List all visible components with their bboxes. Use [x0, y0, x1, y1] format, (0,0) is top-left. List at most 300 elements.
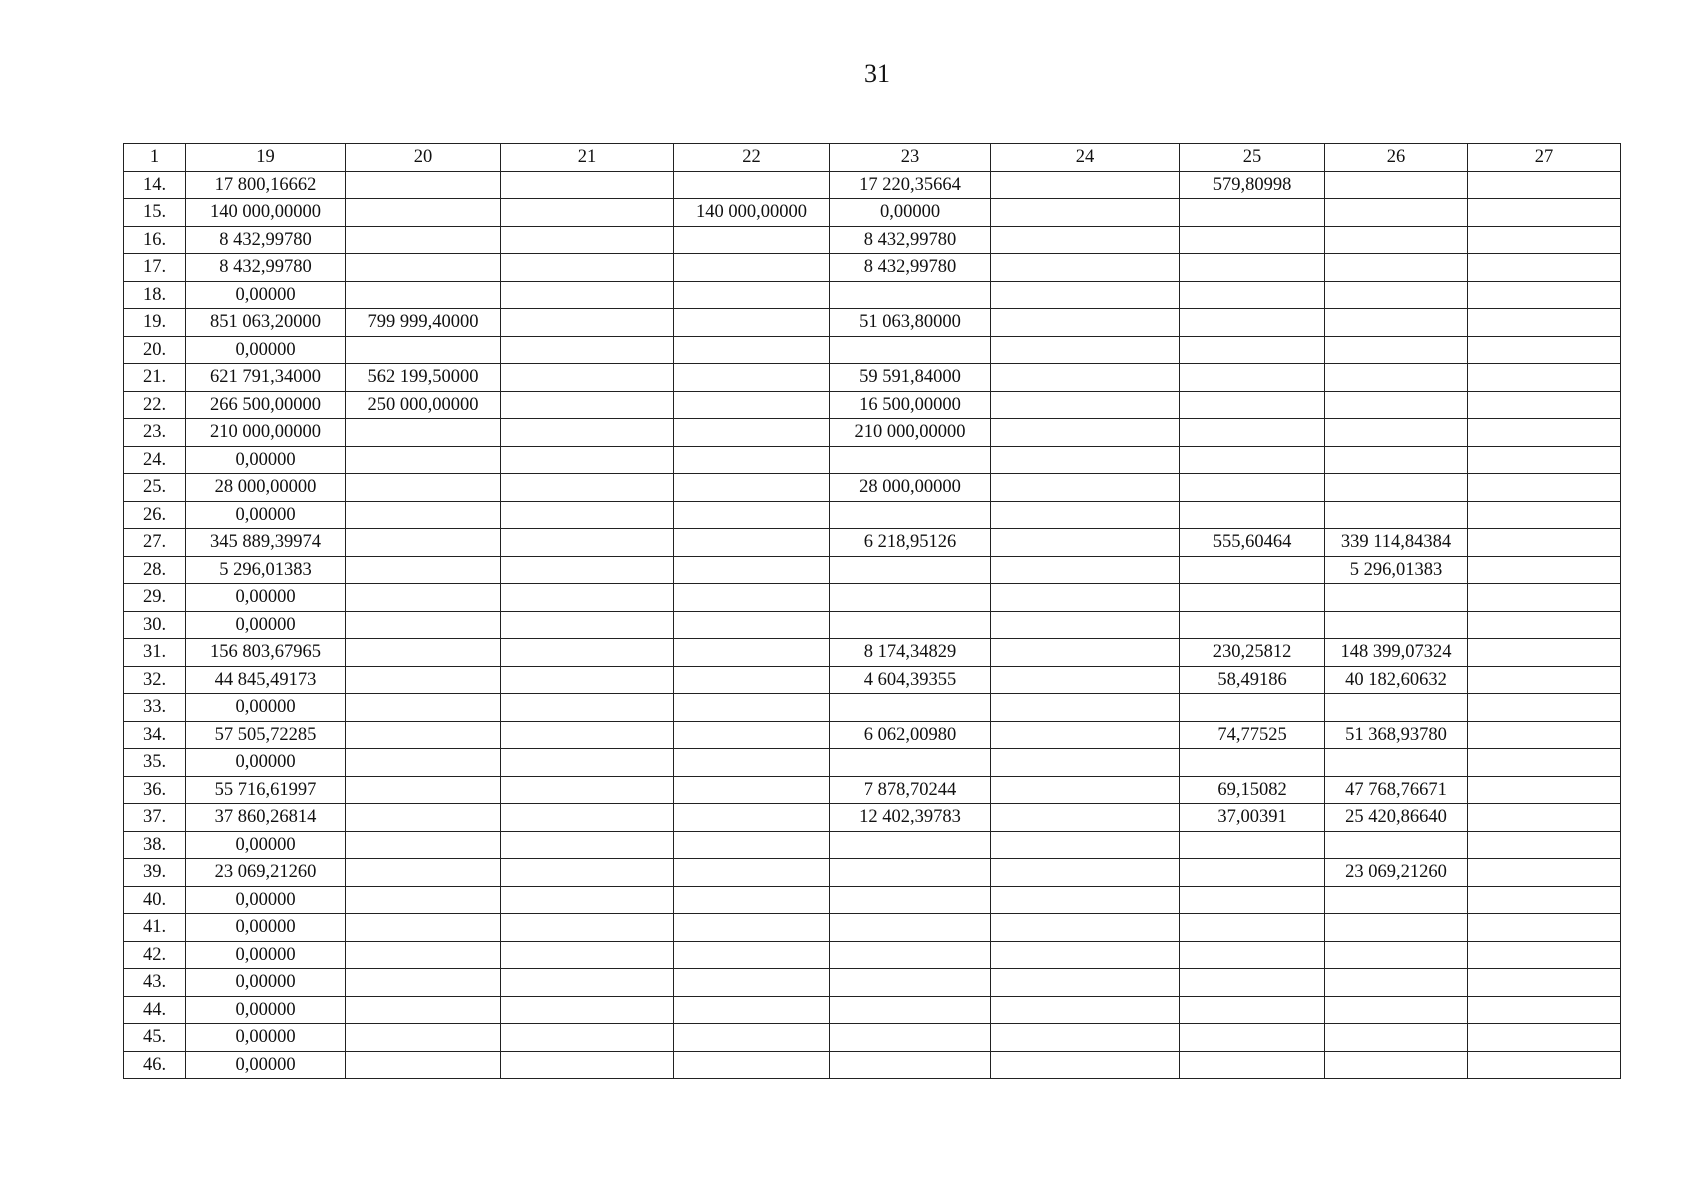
table-cell: 16 500,00000: [830, 391, 991, 419]
table-cell: 0,00000: [186, 694, 346, 722]
table-cell: [1468, 859, 1621, 887]
table-cell: 266 500,00000: [186, 391, 346, 419]
table-row: [124, 226, 1621, 254]
row-number-cell: 36.: [124, 776, 186, 804]
table-cell: [1468, 914, 1621, 942]
table-cell: 562 199,50000: [346, 364, 501, 392]
table-cell: [991, 611, 1180, 639]
table-cell: [991, 831, 1180, 859]
table-cell: [1325, 226, 1468, 254]
table-cell: [1180, 694, 1325, 722]
row-number-cell: 27.: [124, 529, 186, 557]
table-cell: [830, 914, 991, 942]
table-cell: [346, 831, 501, 859]
table-cell: [346, 199, 501, 227]
row-number-cell: 35.: [124, 749, 186, 777]
table-row: [124, 281, 1621, 309]
table-cell: [501, 776, 674, 804]
table-cell: [1468, 199, 1621, 227]
row-number-cell: 43.: [124, 969, 186, 997]
table-cell: [1180, 226, 1325, 254]
table-cell: [346, 859, 501, 887]
table-cell: [674, 969, 830, 997]
table-cell: [830, 446, 991, 474]
table-row: [124, 749, 1621, 777]
table-cell: [501, 831, 674, 859]
table-cell: [1468, 281, 1621, 309]
table-cell: [1468, 364, 1621, 392]
table-cell: [991, 1051, 1180, 1079]
table-row: [124, 501, 1621, 529]
table-cell: [991, 501, 1180, 529]
table-cell: [501, 996, 674, 1024]
table-cell: [991, 721, 1180, 749]
table-cell: [1325, 474, 1468, 502]
table-cell: 0,00000: [186, 281, 346, 309]
table-cell: 210 000,00000: [830, 419, 991, 447]
table-cell: [1468, 1051, 1621, 1079]
table-cell: [674, 859, 830, 887]
row-number-cell: 30.: [124, 611, 186, 639]
table-cell: [674, 831, 830, 859]
table-body: [124, 171, 1621, 1079]
table-cell: [1180, 969, 1325, 997]
table-cell: [1180, 254, 1325, 282]
table-cell: 44 845,49173: [186, 666, 346, 694]
table-cell: [346, 941, 501, 969]
table-row: [124, 446, 1621, 474]
table-cell: [501, 529, 674, 557]
table-cell: [1468, 694, 1621, 722]
table-cell: [991, 969, 1180, 997]
table-cell: [1468, 639, 1621, 667]
row-number-cell: 37.: [124, 804, 186, 832]
table-row: [124, 1051, 1621, 1079]
table-row: [124, 639, 1621, 667]
table-cell: [501, 281, 674, 309]
table-cell: 345 889,39974: [186, 529, 346, 557]
table-cell: 0,00000: [186, 996, 346, 1024]
table-cell: 0,00000: [830, 199, 991, 227]
table-cell: [674, 281, 830, 309]
row-number-cell: 34.: [124, 721, 186, 749]
row-number-cell: 21.: [124, 364, 186, 392]
table-cell: [346, 474, 501, 502]
table-cell: [1180, 474, 1325, 502]
table-cell: [991, 914, 1180, 942]
table-cell: [991, 804, 1180, 832]
table-cell: 148 399,07324: [1325, 639, 1468, 667]
table-cell: 7 878,70244: [830, 776, 991, 804]
table-row: [124, 914, 1621, 942]
table-row: [124, 996, 1621, 1024]
table-cell: [346, 969, 501, 997]
table-cell: [501, 1024, 674, 1052]
table-cell: [830, 694, 991, 722]
table-cell: [346, 1024, 501, 1052]
table-cell: [501, 749, 674, 777]
table-cell: [501, 639, 674, 667]
table-cell: 140 000,00000: [186, 199, 346, 227]
table-cell: [991, 529, 1180, 557]
table-cell: [674, 391, 830, 419]
table-cell: 8 432,99780: [830, 254, 991, 282]
table-cell: [1468, 831, 1621, 859]
table-cell: [991, 171, 1180, 199]
table-cell: [1180, 446, 1325, 474]
row-number-cell: 42.: [124, 941, 186, 969]
table-cell: [501, 336, 674, 364]
table-cell: [1468, 446, 1621, 474]
table-cell: [346, 639, 501, 667]
table-cell: [1325, 364, 1468, 392]
table-cell: 621 791,34000: [186, 364, 346, 392]
table-cell: [1468, 336, 1621, 364]
table-cell: 250 000,00000: [346, 391, 501, 419]
table-cell: [674, 1024, 830, 1052]
table-cell: [346, 281, 501, 309]
table-row: [124, 666, 1621, 694]
table-cell: [674, 171, 830, 199]
table-cell: [674, 529, 830, 557]
table-cell: 8 432,99780: [830, 226, 991, 254]
row-number-cell: 45.: [124, 1024, 186, 1052]
table-cell: [1325, 419, 1468, 447]
table-row: [124, 776, 1621, 804]
table-cell: [830, 831, 991, 859]
table-cell: [1180, 199, 1325, 227]
row-number-cell: 19.: [124, 309, 186, 337]
data-table: [123, 143, 1621, 1079]
table-cell: [830, 859, 991, 887]
table-cell: [830, 501, 991, 529]
row-number-cell: 32.: [124, 666, 186, 694]
table-cell: [501, 859, 674, 887]
table-row: [124, 886, 1621, 914]
table-cell: [991, 1024, 1180, 1052]
table-cell: [674, 584, 830, 612]
row-number-cell: 16.: [124, 226, 186, 254]
table-cell: 555,60464: [1180, 529, 1325, 557]
table-cell: [346, 996, 501, 1024]
table-cell: 0,00000: [186, 611, 346, 639]
table-cell: [1180, 1024, 1325, 1052]
table-cell: [830, 584, 991, 612]
table-cell: [674, 254, 830, 282]
table-cell: [501, 556, 674, 584]
table-cell: 799 999,40000: [346, 309, 501, 337]
table-cell: [1180, 391, 1325, 419]
table-cell: 579,80998: [1180, 171, 1325, 199]
table-cell: 0,00000: [186, 941, 346, 969]
table-cell: [1468, 556, 1621, 584]
table-cell: [1325, 996, 1468, 1024]
table-cell: [1468, 391, 1621, 419]
table-cell: 210 000,00000: [186, 419, 346, 447]
table-cell: [1468, 721, 1621, 749]
row-number-cell: 38.: [124, 831, 186, 859]
table-cell: [991, 694, 1180, 722]
table-cell: [501, 584, 674, 612]
table-cell: 0,00000: [186, 969, 346, 997]
table-cell: [1468, 309, 1621, 337]
table-cell: [501, 611, 674, 639]
table-cell: 25 420,86640: [1325, 804, 1468, 832]
table-cell: [674, 1051, 830, 1079]
table-cell: [991, 749, 1180, 777]
table-cell: 23 069,21260: [1325, 859, 1468, 887]
row-number-cell: 44.: [124, 996, 186, 1024]
table-cell: [501, 694, 674, 722]
table-cell: [1180, 281, 1325, 309]
table-cell: 51 368,93780: [1325, 721, 1468, 749]
table-cell: 47 768,76671: [1325, 776, 1468, 804]
table-cell: [346, 501, 501, 529]
table-cell: [1468, 529, 1621, 557]
table-cell: [501, 309, 674, 337]
table-cell: [501, 446, 674, 474]
table-cell: [674, 721, 830, 749]
table-cell: [1180, 611, 1325, 639]
row-number-cell: 15.: [124, 199, 186, 227]
table-cell: [1468, 666, 1621, 694]
table-cell: [1468, 996, 1621, 1024]
table-cell: [674, 804, 830, 832]
table-row: [124, 529, 1621, 557]
table-cell: [1325, 501, 1468, 529]
table-cell: [501, 199, 674, 227]
header-row: [124, 144, 1621, 172]
table-cell: [1468, 941, 1621, 969]
table-cell: [501, 941, 674, 969]
table-cell: [1468, 1024, 1621, 1052]
row-number-cell: 14.: [124, 171, 186, 199]
table-cell: [1325, 914, 1468, 942]
table-cell: [1468, 171, 1621, 199]
row-number-cell: 28.: [124, 556, 186, 584]
table-cell: 58,49186: [1180, 666, 1325, 694]
table-cell: [830, 611, 991, 639]
table-cell: 0,00000: [186, 749, 346, 777]
table-cell: [346, 611, 501, 639]
table-cell: 6 062,00980: [830, 721, 991, 749]
table-cell: [1180, 859, 1325, 887]
table-row: [124, 611, 1621, 639]
table-row: [124, 721, 1621, 749]
table-cell: [1180, 364, 1325, 392]
table-row: [124, 859, 1621, 887]
table-cell: [991, 941, 1180, 969]
row-number-cell: 18.: [124, 281, 186, 309]
row-number-cell: 22.: [124, 391, 186, 419]
row-number-cell: 26.: [124, 501, 186, 529]
table-cell: [674, 474, 830, 502]
table-row: [124, 1024, 1621, 1052]
table-cell: 57 505,72285: [186, 721, 346, 749]
table-cell: [1468, 611, 1621, 639]
table-cell: 4 604,39355: [830, 666, 991, 694]
table-cell: 5 296,01383: [1325, 556, 1468, 584]
table-row: [124, 364, 1621, 392]
table-cell: [991, 391, 1180, 419]
table-cell: [501, 226, 674, 254]
table-cell: [991, 859, 1180, 887]
table-cell: [1468, 804, 1621, 832]
table-cell: [346, 336, 501, 364]
table-cell: [1468, 776, 1621, 804]
table-cell: [346, 694, 501, 722]
table-cell: [501, 886, 674, 914]
table-cell: 6 218,95126: [830, 529, 991, 557]
table-cell: [674, 639, 830, 667]
table-cell: [991, 556, 1180, 584]
table-cell: 17 800,16662: [186, 171, 346, 199]
row-number-cell: 24.: [124, 446, 186, 474]
table-cell: [1325, 309, 1468, 337]
table-cell: [346, 556, 501, 584]
table-cell: [1325, 446, 1468, 474]
table-cell: [991, 281, 1180, 309]
page-number: 31: [864, 59, 890, 88]
table-row: [124, 804, 1621, 832]
table-row: [124, 171, 1621, 199]
table-cell: [346, 914, 501, 942]
table-cell: [991, 364, 1180, 392]
column-header: 24: [991, 144, 1180, 172]
table-cell: [830, 969, 991, 997]
table-cell: [501, 1051, 674, 1079]
table-cell: [830, 556, 991, 584]
table-cell: [501, 419, 674, 447]
table-cell: [1325, 391, 1468, 419]
table-cell: [830, 941, 991, 969]
column-header: 22: [674, 144, 830, 172]
table-cell: [501, 474, 674, 502]
table-cell: [1468, 886, 1621, 914]
table-cell: 5 296,01383: [186, 556, 346, 584]
table-cell: [674, 419, 830, 447]
table-cell: [674, 364, 830, 392]
column-header: 1: [124, 144, 186, 172]
table-row: [124, 199, 1621, 227]
table-cell: [346, 749, 501, 777]
table-cell: [1325, 584, 1468, 612]
table-cell: 156 803,67965: [186, 639, 346, 667]
table-cell: [991, 254, 1180, 282]
table-cell: [1180, 556, 1325, 584]
table-cell: [830, 886, 991, 914]
table-cell: [1180, 419, 1325, 447]
column-header: 26: [1325, 144, 1468, 172]
table-cell: [674, 941, 830, 969]
table-cell: [1468, 474, 1621, 502]
table-cell: [346, 446, 501, 474]
table-cell: [1180, 309, 1325, 337]
table-cell: 12 402,39783: [830, 804, 991, 832]
table-cell: [1325, 969, 1468, 997]
table-cell: [1325, 254, 1468, 282]
table-cell: [830, 749, 991, 777]
table-cell: [830, 1051, 991, 1079]
table-cell: 17 220,35664: [830, 171, 991, 199]
table-cell: [346, 886, 501, 914]
table-row: [124, 694, 1621, 722]
table-cell: [501, 254, 674, 282]
table-cell: [1325, 941, 1468, 969]
table-cell: [674, 996, 830, 1024]
column-header: 21: [501, 144, 674, 172]
table-cell: [1468, 226, 1621, 254]
row-number-cell: 31.: [124, 639, 186, 667]
table-cell: [991, 776, 1180, 804]
table-cell: [346, 804, 501, 832]
table-cell: [674, 886, 830, 914]
row-number-cell: 23.: [124, 419, 186, 447]
table-cell: 8 432,99780: [186, 254, 346, 282]
table-cell: [1180, 914, 1325, 942]
table-cell: [1325, 1024, 1468, 1052]
table-header: [124, 144, 1621, 172]
table-cell: 69,15082: [1180, 776, 1325, 804]
table-cell: [501, 391, 674, 419]
table-row: [124, 254, 1621, 282]
table-cell: 0,00000: [186, 1051, 346, 1079]
table-cell: [991, 666, 1180, 694]
table-cell: [1325, 886, 1468, 914]
table-cell: 8 432,99780: [186, 226, 346, 254]
table-cell: [1180, 886, 1325, 914]
table-cell: [501, 364, 674, 392]
table-cell: 0,00000: [186, 914, 346, 942]
table-row: [124, 969, 1621, 997]
table-cell: [991, 309, 1180, 337]
table-cell: 28 000,00000: [186, 474, 346, 502]
table-cell: [1468, 749, 1621, 777]
row-number-cell: 41.: [124, 914, 186, 942]
table-cell: [501, 804, 674, 832]
table-row: [124, 474, 1621, 502]
row-number-cell: 17.: [124, 254, 186, 282]
table-cell: 230,25812: [1180, 639, 1325, 667]
table-cell: [501, 721, 674, 749]
table-cell: 0,00000: [186, 1024, 346, 1052]
table-cell: [346, 254, 501, 282]
table-cell: [1180, 1051, 1325, 1079]
table-cell: [346, 776, 501, 804]
row-number-cell: 29.: [124, 584, 186, 612]
table-row: [124, 556, 1621, 584]
table-cell: [830, 1024, 991, 1052]
table-cell: [1325, 1051, 1468, 1079]
table-cell: [674, 501, 830, 529]
table-cell: 37 860,26814: [186, 804, 346, 832]
table-cell: [346, 721, 501, 749]
table-cell: [1180, 584, 1325, 612]
row-number-cell: 20.: [124, 336, 186, 364]
table-cell: [501, 501, 674, 529]
table-cell: [830, 996, 991, 1024]
row-number-cell: 46.: [124, 1051, 186, 1079]
table-cell: [1325, 611, 1468, 639]
row-number-cell: 40.: [124, 886, 186, 914]
table-cell: 23 069,21260: [186, 859, 346, 887]
table-cell: [830, 336, 991, 364]
table-cell: [674, 611, 830, 639]
table-cell: [674, 776, 830, 804]
table-cell: 51 063,80000: [830, 309, 991, 337]
table-cell: 55 716,61997: [186, 776, 346, 804]
table-cell: [991, 336, 1180, 364]
